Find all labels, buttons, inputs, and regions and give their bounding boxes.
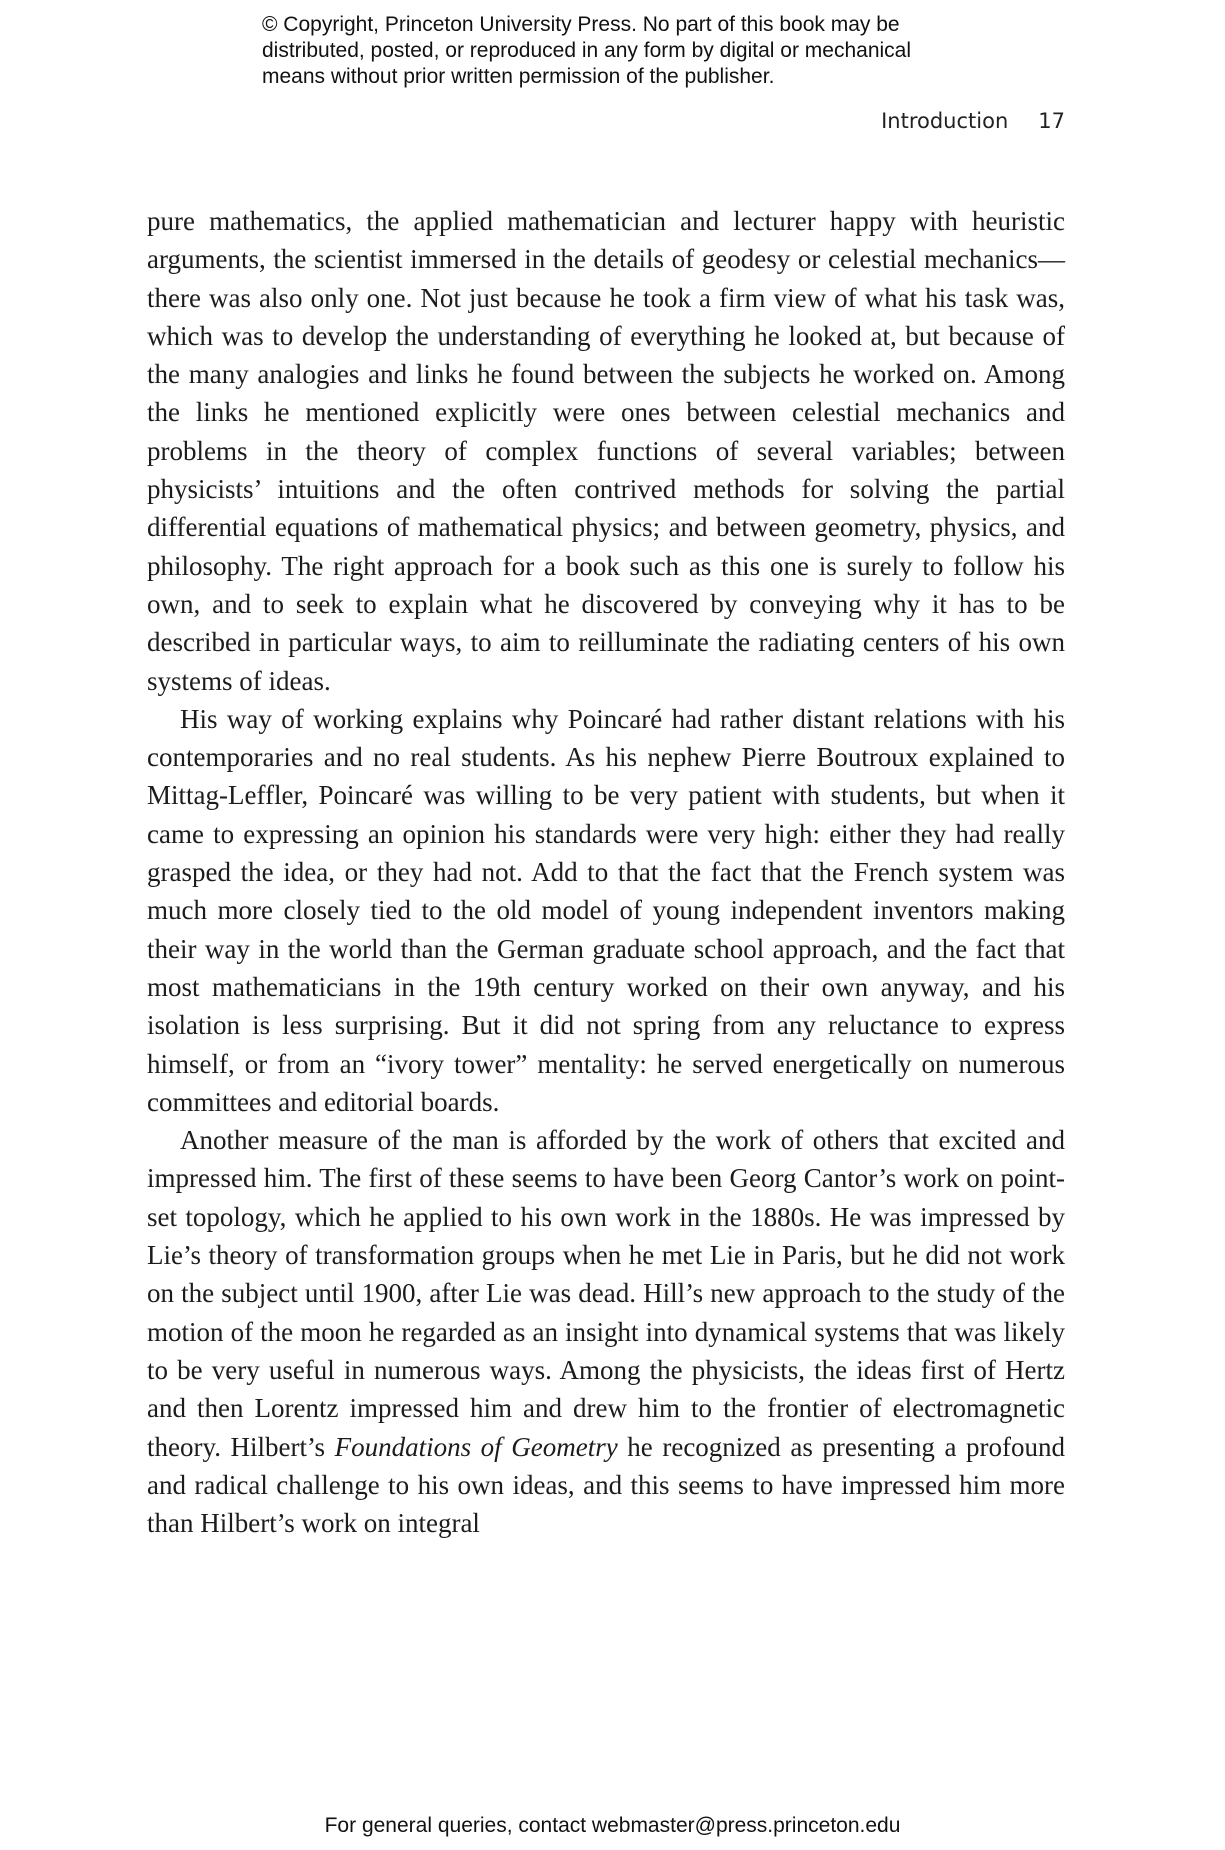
footer-contact: For general queries, contact webmaster@press.princeton.edu (324, 1814, 901, 1837)
copyright-notice (262, 12, 1022, 90)
paragraph-1: pure mathematics, the applied mathematician and lecturer happy with heuristic arguments, the scientist immersed in the details of geodesy or celestial mechanics—there was also only one. Not just because he took a firm view of what his task was, which was to develop the understanding of everything he looked at, but because of the many analogies and links he found between the subjects he worked on. Among the links he mentioned explicitly were ones between celestial mechanics and problems in the theory of complex functions of several variables; between physicists’ intuitions and the often contrived methods for solving the partial differential equations of mathematical physics; and between geometry, physics, and philosophy. The right approach for a book such as this one is surely to follow his own, and to seek to explain what he discovered by conveying why it has to be described in particular ways, to aim to reilluminate the radiating centers of his own systems of ideas. (147, 206, 1065, 696)
running-head (881, 109, 1065, 133)
section-title: Introduction (881, 109, 1009, 133)
copyright-line: © Copyright, Princeton University Press. No part of this book may be (262, 13, 900, 36)
paragraph-2: His way of working explains why Poincaré had rather distant relations with his contemporaries and no real students. As his nephew Pierre Boutroux explained to Mittag-Leffler, Poincaré was willing to be very patient with students, but when it came to expressing an opinion his standards were very high: either they had really grasped the idea, or they had not. Add to that the fact that the French system was much more closely tied to the old model of young independent inventors making their way in the world than the German graduate school approach, and the fact that most mathematicians in the 19th century worked on their own anyway, and his isolation is less surprising. But it did not spring from any reluctance to express himself, or from an “ivory tower” mentality: he served energetically on numerous committees and editorial boards. (147, 703, 1065, 1117)
page-number: 17 (1038, 109, 1065, 133)
book-title: Foundations of Geometry (334, 1431, 618, 1462)
paragraph-3-text-before: Another measure of the man is afforded by the work of others that excited and impressed him. The first of these seems to have been Georg Cantor’s work on point-set topology, which he applied to his own work in the 1880s. He was impressed by Lie’s theory of transformation groups when he met Lie in Paris, but he did not work on the subject until 1900, after Lie was dead. Hill’s new approach to the study of the motion of the moon he regarded as an insight into dynamical systems that was likely to be very useful in numerous ways. Among the physicists, the ideas first of Hertz and then Lorentz impressed him and drew him to the frontier of electromagnetic theory. Hilbert’s (147, 1125, 1065, 1462)
body-text (147, 202, 1065, 1542)
paragraph-3-text-after: he recognized as presenting a profound and radical challenge to his own ideas, and this seems to have impressed him more than Hilbert’s work on integral (147, 1431, 1065, 1539)
copyright-line: distributed, posted, or reproduced in any form by digital or mechanical (262, 39, 912, 62)
paragraph-3 (147, 1121, 1065, 1542)
copyright-line: means without prior written permission of the publisher. (262, 65, 775, 88)
